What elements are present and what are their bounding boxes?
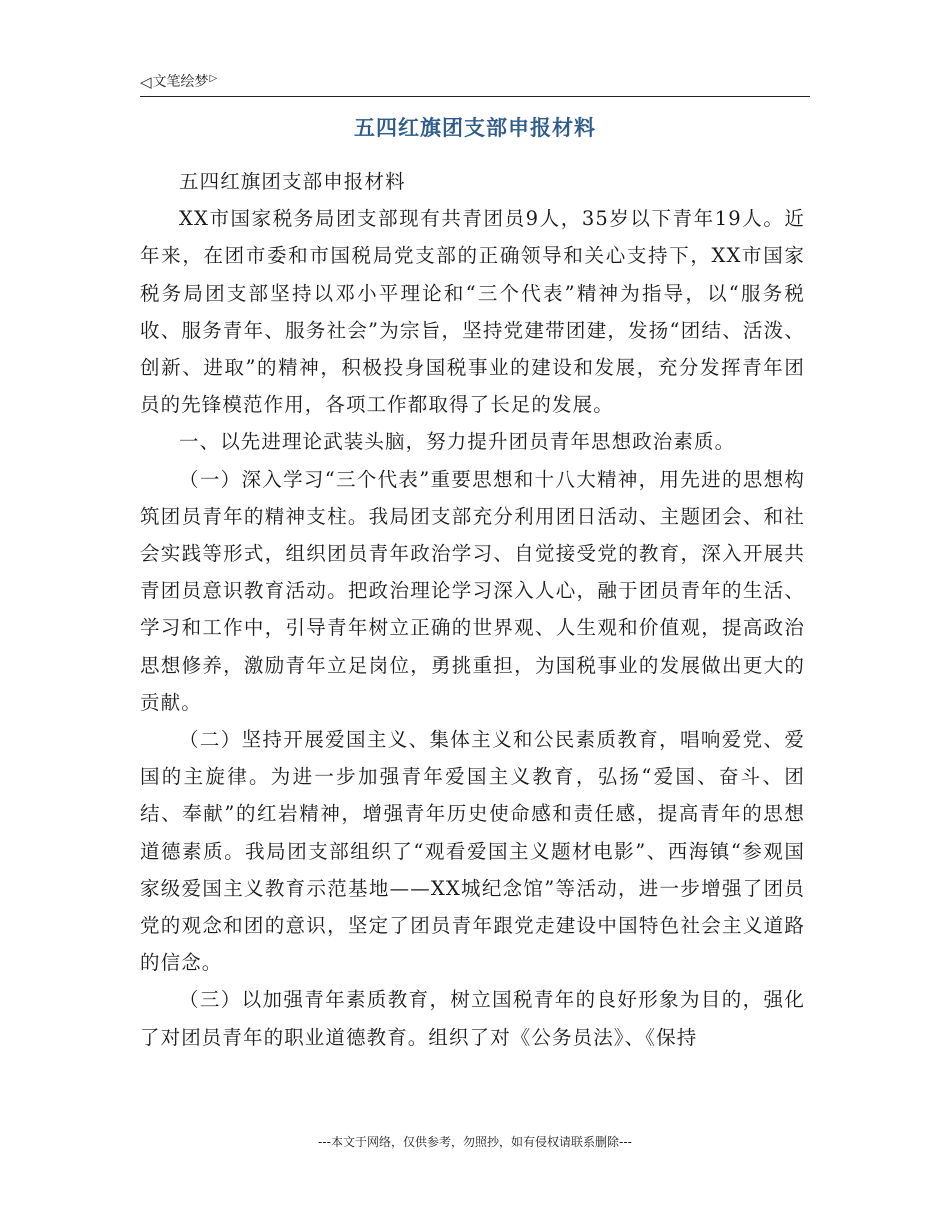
body-paragraph: （一）深入学习“三个代表”重要思想和十八大精神，用先进的思想构筑团员青年的精神支柱。我局团支部充分利用团日活动、主题团会、和社会实践等形式，组织团员青年政治学习、自觉接受党的教育，深入开展共青团员意识教育活动。把政治理论学习深入人心，融于团员青年的生活、学习和工作中，引导青年树立正确的世界观、人生观和价值观，提高政治思想修养，激励青年立足岗位，勇挑重担，为国税事业的发展做出更大的贡献。 — [140, 467, 805, 714]
page-header — [140, 72, 810, 97]
document-body — [140, 163, 805, 1056]
page-footer: ---本文于网络，仅供参考，勿照抄，如有侵权请联系删除--- — [318, 1135, 632, 1149]
document-title: 五四红旗团支部申报材料 — [354, 116, 596, 140]
section-heading: 一、以先进理论武装头脑，努力提升团员青年思想政治素质。 — [179, 430, 736, 454]
left-triangle-icon: ◁ — [140, 73, 152, 91]
brand-logo — [140, 72, 217, 92]
intro-paragraph: XX市国家税务局团支部现有共青团员9人，35岁以下青年19人。近年来，在团市委和市国税局党支部的正确领导和关心支持下，XX市国家税务局团支部坚持以邓小平理论和“三个代表”精神为指导，以“服务税收、服务青年、服务社会”为宗旨，坚持党建带团建，发扬“团结、活泼、创新、进取”的精神，积极投身国税事业的建设和发展，充分发挥青年团员的先锋模范作用，各项工作都取得了长足的发展。 — [140, 207, 805, 417]
body-paragraph: （二）坚持开展爱国主义、集体主义和公民素质教育，唱响爱党、爱国的主旋律。为进一步加强青年爱国主义教育，弘扬“爱国、奋斗、团结、奉献”的红岩精神，增强青年历史使命感和责任感，提高青年的思想道德素质。我局团支部组织了“观看爱国主义题材电影”、西海镇“参观国家级爱国主义教育示范基地——XX城纪念馆”等活动，进一步增强了团员党的观念和团的意识，坚定了团员青年跟党走建设中国特色社会主义道路的信念。 — [140, 728, 805, 975]
right-triangle-icon: ▷ — [209, 73, 218, 84]
brand-name: 文笔绘梦 — [152, 74, 209, 90]
subtitle-paragraph: 五四红旗团支部申报材料 — [179, 170, 406, 193]
body-paragraph: （三）以加强青年素质教育，树立国税青年的良好形象为目的，强化了对团员青年的职业道德教育。组织了对《公务员法》、《保持 — [140, 988, 805, 1049]
